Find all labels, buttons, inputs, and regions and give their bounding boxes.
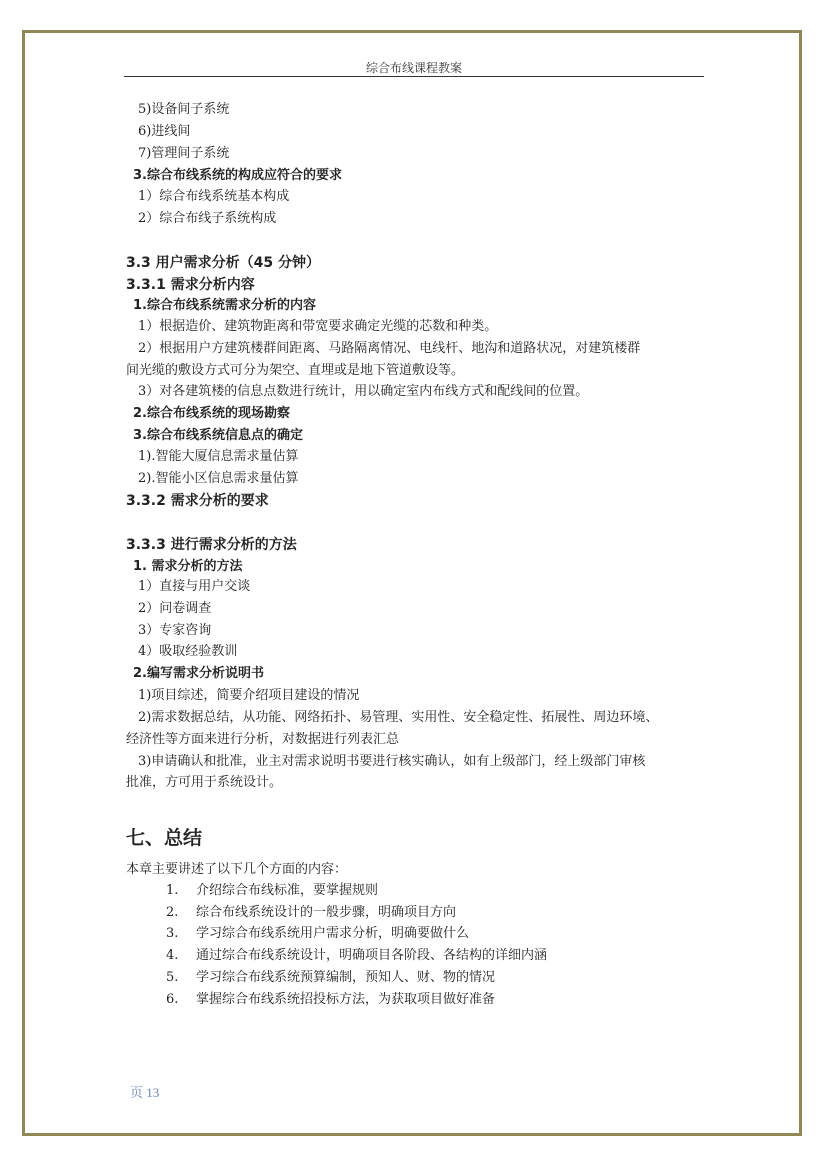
subsection-heading: 2.编写需求分析说明书 <box>133 666 264 681</box>
body-line: 6)进线间 <box>138 124 191 139</box>
summary-item-number: 6. <box>166 992 179 1007</box>
summary-intro: 本章主要讲述了以下几个方面的内容： <box>126 862 348 877</box>
section-heading: 3.3.1 需求分析内容 <box>126 277 255 293</box>
subsection-heading: 2.综合布线系统的现场勘察 <box>133 406 290 421</box>
summary-item-number: 5. <box>166 970 179 985</box>
body-line: 7)管理间子系统 <box>138 146 230 161</box>
summary-heading: 七、总结 <box>126 827 203 849</box>
summary-item-text: 学习综合布线系统预算编制，预知人、财、物的情况 <box>196 970 496 985</box>
body-line: 3）对各建筑楼的信息点数进行统计，用以确定室内布线方式和配线间的位置。 <box>138 384 589 399</box>
summary-item-text: 通过综合布线系统设计，明确项目各阶段、各结构的详细内涵 <box>196 948 548 963</box>
summary-item-text: 综合布线系统设计的一般步骤，明确项目方向 <box>196 905 457 920</box>
body-line: 2）问卷调查 <box>138 601 212 616</box>
summary-item-number: 1. <box>166 883 179 898</box>
subsection-heading: 1.综合布线系统需求分析的内容 <box>133 298 316 313</box>
summary-item-number: 3. <box>166 926 179 941</box>
header-title: 综合布线课程教案 <box>365 61 462 75</box>
body-line: 4）吸取经验教训 <box>138 644 238 659</box>
subsection-heading: 3.综合布线系统的构成应符合的要求 <box>133 168 342 183</box>
summary-item-number: 4. <box>166 948 179 963</box>
body-line: 1）直接与用户交谈 <box>138 579 251 594</box>
section-heading: 3.3.3 进行需求分析的方法 <box>126 537 297 553</box>
body-line: 1）根据造价、建筑物距离和带宽要求确定光缆的芯数和种类。 <box>138 319 498 334</box>
subsection-heading: 1. 需求分析的方法 <box>133 559 243 574</box>
body-line: 经济性等方面来进行分析，对数据进行列表汇总 <box>126 732 400 747</box>
page-number: 页 13 <box>130 1085 160 1100</box>
header-rule <box>124 76 704 77</box>
summary-item-text: 掌握综合布线系统招投标方法，为获取项目做好准备 <box>196 992 496 1007</box>
body-line: 5)设备间子系统 <box>138 102 230 117</box>
body-line: 2).智能小区信息需求量估算 <box>138 471 299 486</box>
body-line: 批准，方可用于系统设计。 <box>126 775 283 790</box>
body-line: 2）综合布线子系统构成 <box>138 211 277 226</box>
body-line: 2）根据用户方建筑楼群间距离、马路隔离情况、电线杆、地沟和道路状况，对建筑楼群 <box>138 341 641 356</box>
summary-item-text: 学习综合布线系统用户需求分析，明确要做什么 <box>196 926 470 941</box>
summary-item-number: 2. <box>166 905 179 920</box>
section-heading: 3.3.2 需求分析的要求 <box>126 493 269 509</box>
body-line: 3）专家咨询 <box>138 623 212 638</box>
subsection-heading: 3.综合布线系统信息点的确定 <box>133 428 303 443</box>
body-line: 间光缆的敷设方式可分为架空、直埋或是地下管道敷设等。 <box>126 363 465 378</box>
body-line: 1)项目综述，简要介绍项目建设的情况 <box>138 688 360 703</box>
summary-item-text: 介绍综合布线标准，要掌握规则 <box>196 883 379 898</box>
section-heading: 3.3 用户需求分析（45 分钟） <box>126 255 321 271</box>
body-line: 1）综合布线系统基本构成 <box>138 189 290 204</box>
body-line: 1).智能大厦信息需求量估算 <box>138 449 299 464</box>
body-line: 3)申请确认和批准，业主对需求说明书要进行核实确认，如有上级部门，经上级部门审核 <box>138 754 646 769</box>
body-line: 2)需求数据总结，从功能、网络拓扑、易管理、实用性、安全稳定性、拓展性、周边环境、 <box>138 710 659 725</box>
